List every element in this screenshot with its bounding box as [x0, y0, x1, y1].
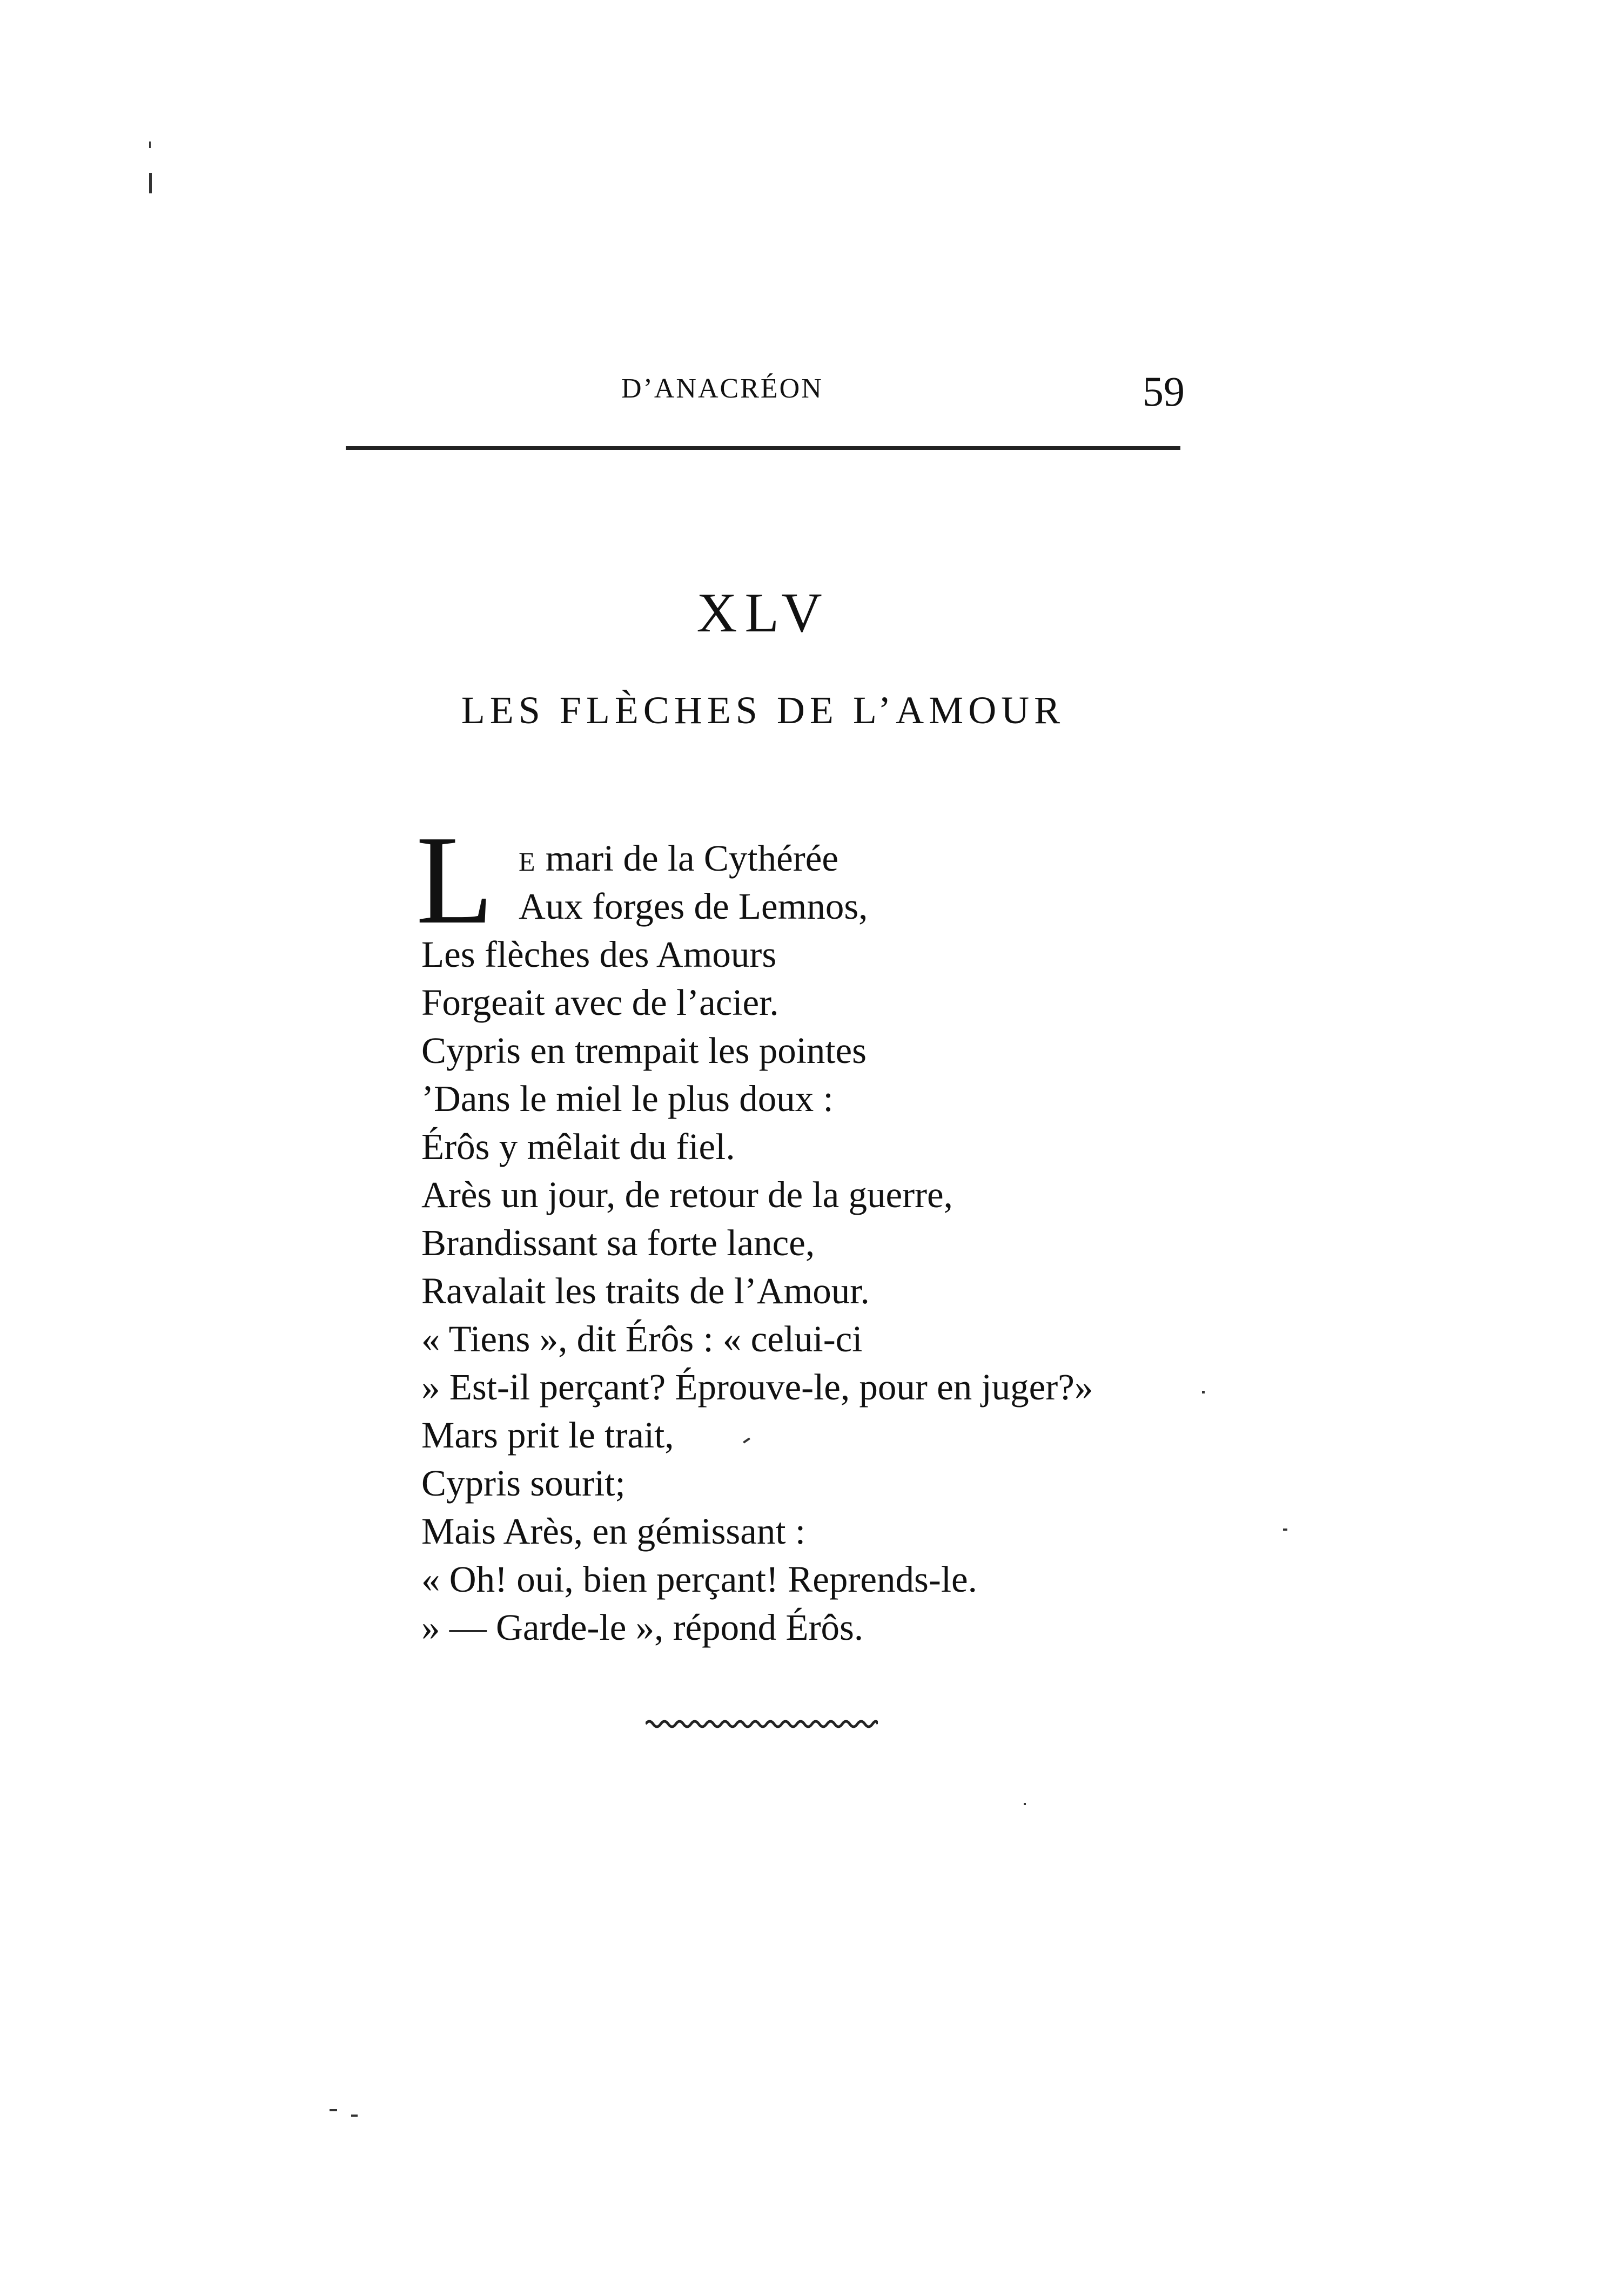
poem-line-12: » Est-il perçant? Éprouve-le, pour en juger?» [421, 1366, 1093, 1408]
poem-line-6: ’Dans le miel le plus doux : [421, 1078, 834, 1119]
poem-title: LES FLÈCHES DE L’AMOUR [461, 689, 1065, 732]
poem-line-14: Cypris sourit; [421, 1463, 626, 1504]
header-rule [346, 446, 1180, 450]
page-number: 59 [1143, 368, 1185, 415]
scan-mark [351, 2115, 358, 2117]
scan-mark [330, 2109, 337, 2111]
scan-mark [149, 142, 151, 148]
poem-line-1 [421, 834, 1093, 883]
poem-line-4: Forgeait avec de l’acier. [421, 982, 779, 1023]
poem-line-8: Arès un jour, de retour de la guerre, [421, 1174, 953, 1215]
poem-line-13: Mars prit le trait, [421, 1415, 674, 1456]
poem-line-9: Brandissant sa forte lance, [421, 1222, 815, 1263]
scan-mark [1024, 1803, 1026, 1805]
poem-number: XLV [696, 582, 830, 644]
scan-mark [149, 173, 152, 193]
small-cap-letter: E [519, 846, 536, 877]
poem-line-1-text: mari de la Cythérée [536, 838, 838, 879]
drop-cap: L [416, 810, 494, 950]
poem-line-10: Ravalait les traits de l’Amour. [421, 1270, 870, 1311]
poem-line-7: Érôs y mêlait du fiel. [421, 1126, 735, 1167]
running-head: D’ANACRÉON [621, 373, 823, 404]
scan-mark [1202, 1391, 1205, 1393]
poem-line-15: Mais Arès, en gémissant : [421, 1511, 805, 1552]
scan-mark [1283, 1529, 1287, 1531]
poem-line-5: Cypris en trempait les pointes [421, 1030, 867, 1071]
poem-body [421, 834, 1093, 1652]
wavy-rule [646, 1721, 878, 1727]
poem-line-16: « Oh! oui, bien perçant! Reprends-le. [421, 1559, 977, 1600]
poem-line-3: Les flèches des Amours [421, 934, 777, 975]
poem-line-17: » — Garde-le », répond Érôs. [421, 1607, 864, 1648]
tail-ornament [646, 1718, 878, 1731]
poem-line-11: « Tiens », dit Érôs : « celui-ci [421, 1318, 863, 1359]
poem-line-2: Aux forges de Lemnos, [519, 886, 868, 927]
